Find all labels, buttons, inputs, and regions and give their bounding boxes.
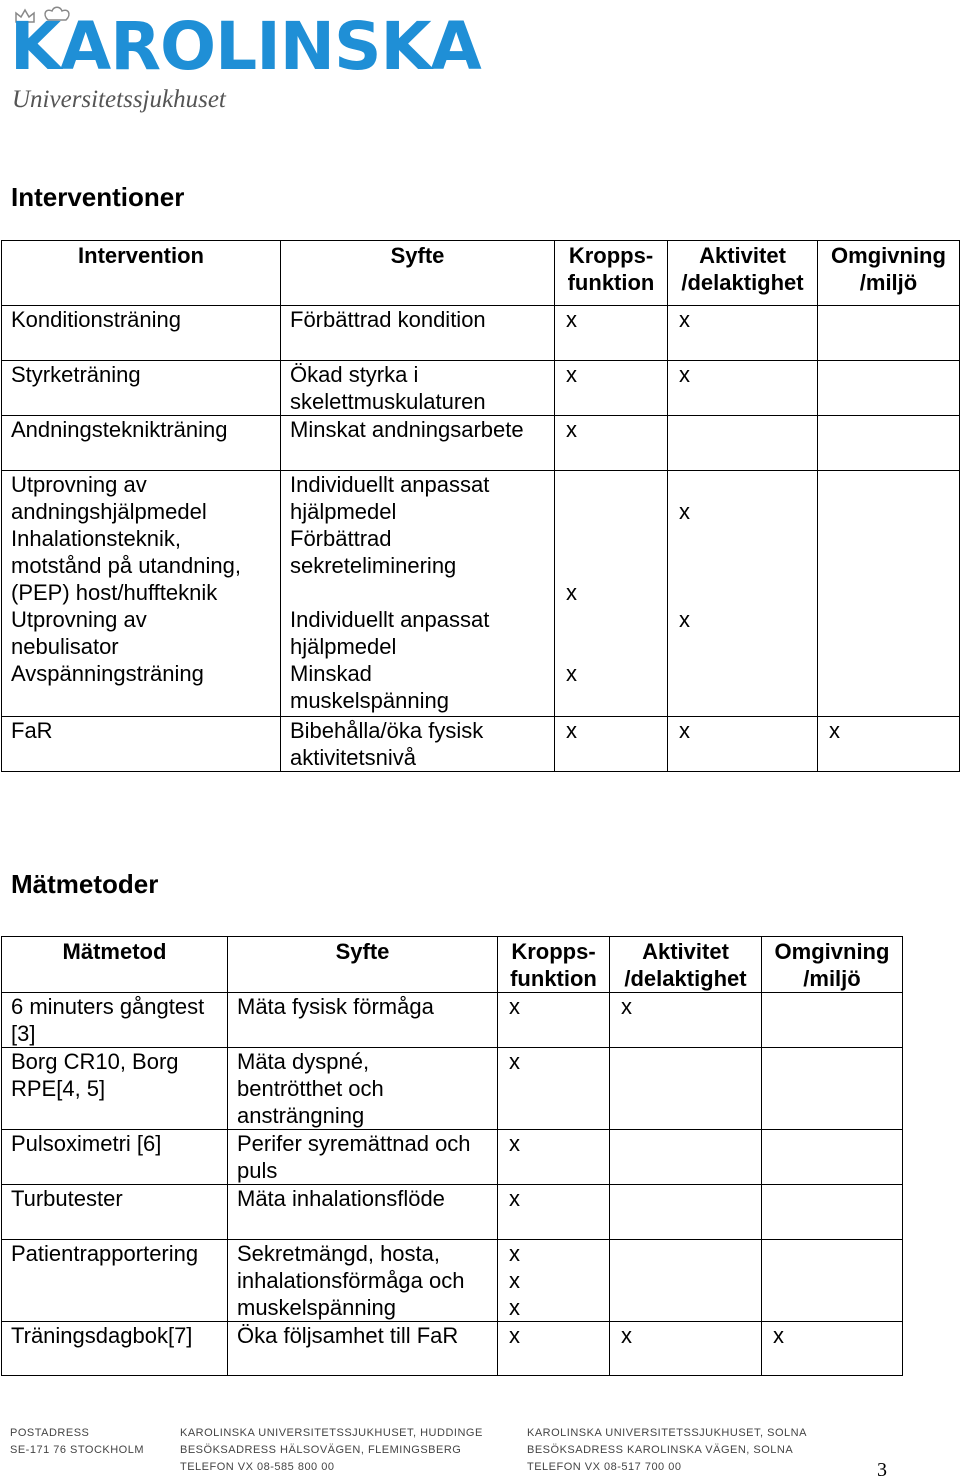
footer-line: KAROLINSKA UNIVERSITETSSJUKHUSET, SOLNA [527,1427,807,1439]
cell-body-function: x [498,1322,610,1376]
table-header-row [2,241,960,306]
cell-purpose: Mäta fysisk förmåga [228,993,498,1048]
cell-name: Styrketräning [2,361,281,416]
cell-activity: x x [668,471,818,717]
table-row [2,1185,903,1240]
cell-purpose: Sekretmängd, hosta, inhalationsförmåga och muskelspänning [228,1240,498,1322]
cell-name: Pulsoximetri [6] [2,1130,228,1185]
column-header: Omgivning /miljö [818,241,960,306]
cell-name: Patientrapportering [2,1240,228,1322]
cell-activity: x [668,361,818,416]
footer-line: TELEFON VX 08-585 800 00 [180,1461,335,1473]
cell-environment [762,1130,903,1185]
logo-wordmark: KAROLINSKA [10,8,481,85]
cell-purpose: Förbättrad kondition [281,306,555,361]
cell-activity: x [668,306,818,361]
cell-environment [818,416,960,471]
table-row [2,1240,903,1322]
cell-body-function: x [498,1048,610,1130]
table-row [2,717,960,772]
table-row [2,361,960,416]
footer-postal-address [10,1425,144,1459]
interventions-heading: Interventioner [11,182,185,212]
column-header: Omgivning /miljö [762,937,903,993]
cell-environment [762,1048,903,1130]
table-row [2,471,960,717]
interventions-table [1,240,960,772]
methods-table [1,936,903,1376]
footer-line: SE-171 76 STOCKHOLM [10,1444,145,1456]
cell-activity: x [668,717,818,772]
column-header: Mätmetod [2,937,228,993]
table-row [2,1048,903,1130]
table-row [2,306,960,361]
cell-body-function: x [555,416,668,471]
column-header: Aktivitet /delaktighet [668,241,818,306]
column-header: Syfte [228,937,498,993]
cell-body-function: x [498,1130,610,1185]
cell-environment [818,361,960,416]
cell-environment [762,1185,903,1240]
cell-activity [610,1130,762,1185]
page-number: 3 [877,1459,887,1481]
cell-purpose: Perifer syremättnad och puls [228,1130,498,1185]
cell-purpose: Öka följsamhet till FaR [228,1322,498,1376]
cell-environment: x [818,717,960,772]
cell-body-function: x [498,1185,610,1240]
footer-line: TELEFON VX 08-517 700 00 [527,1461,682,1473]
cell-purpose: Mäta inhalationsflöde [228,1185,498,1240]
column-header: Kropps- funktion [555,241,668,306]
cell-purpose: Ökad styrka i skelettmuskulaturen [281,361,555,416]
footer-line: POSTADRESS [10,1427,90,1439]
footer-line: KAROLINSKA UNIVERSITETSSJUKHUSET, HUDDINGE [180,1427,483,1439]
cell-name: Konditionsträning [2,306,281,361]
cell-purpose: Individuellt anpassat hjälpmedel Förbättrad sekreteliminering Individuellt anpassat hjälpmedel Minskad muskelspänning [281,471,555,717]
cell-name: Andningsteknikträning [2,416,281,471]
cell-activity [610,1240,762,1322]
footer-line: BESÖKSADRESS KAROLINSKA VÄGEN, SOLNA [527,1444,794,1456]
table-row [2,1130,903,1185]
cell-environment [762,993,903,1048]
cell-environment [818,306,960,361]
column-header: Intervention [2,241,281,306]
cell-name: Borg CR10, Borg RPE[4, 5] [2,1048,228,1130]
cell-body-function: x [555,361,668,416]
cell-activity: x [610,993,762,1048]
column-header: Syfte [281,241,555,306]
column-header: Aktivitet /delaktighet [610,937,762,993]
cell-environment: x [762,1322,903,1376]
cell-body-function: x x x [498,1240,610,1322]
cell-body-function: x [555,306,668,361]
footer-solna [527,1425,807,1476]
cell-environment [762,1240,903,1322]
table-row [2,1322,903,1376]
cell-body-function: x x [555,471,668,717]
cell-body-function: x [555,717,668,772]
footer-line: BESÖKSADRESS HÄLSOVÄGEN, FLEMINGSBERG [180,1444,462,1456]
logo-subtitle: Universitetssjukhuset [12,86,226,113]
cell-activity [668,416,818,471]
cell-name: Turbutester [2,1185,228,1240]
footer-huddinge [180,1425,483,1476]
table-header-row [2,937,903,993]
cell-body-function: x [498,993,610,1048]
table-row [2,416,960,471]
cell-activity [610,1048,762,1130]
table-row [2,993,903,1048]
cell-environment [818,471,960,717]
cell-name: 6 minuters gångtest [3] [2,993,228,1048]
cell-name: Träningsdagbok[7] [2,1322,228,1376]
cell-activity: x [610,1322,762,1376]
column-header: Kropps- funktion [498,937,610,993]
methods-heading: Mätmetoder [11,869,159,899]
cell-purpose: Bibehålla/öka fysisk aktivitetsnivå [281,717,555,772]
cell-purpose: Mäta dyspné, bentrötthet och ansträngning [228,1048,498,1130]
cell-name: FaR [2,717,281,772]
cell-name: Utprovning av andningshjälpmedel Inhalationsteknik, motstånd på utandning, (PEP) host/huffteknik Utprovning av nebulisator Avspänningsträning [2,471,281,717]
cell-activity [610,1185,762,1240]
cell-purpose: Minskat andningsarbete [281,416,555,471]
